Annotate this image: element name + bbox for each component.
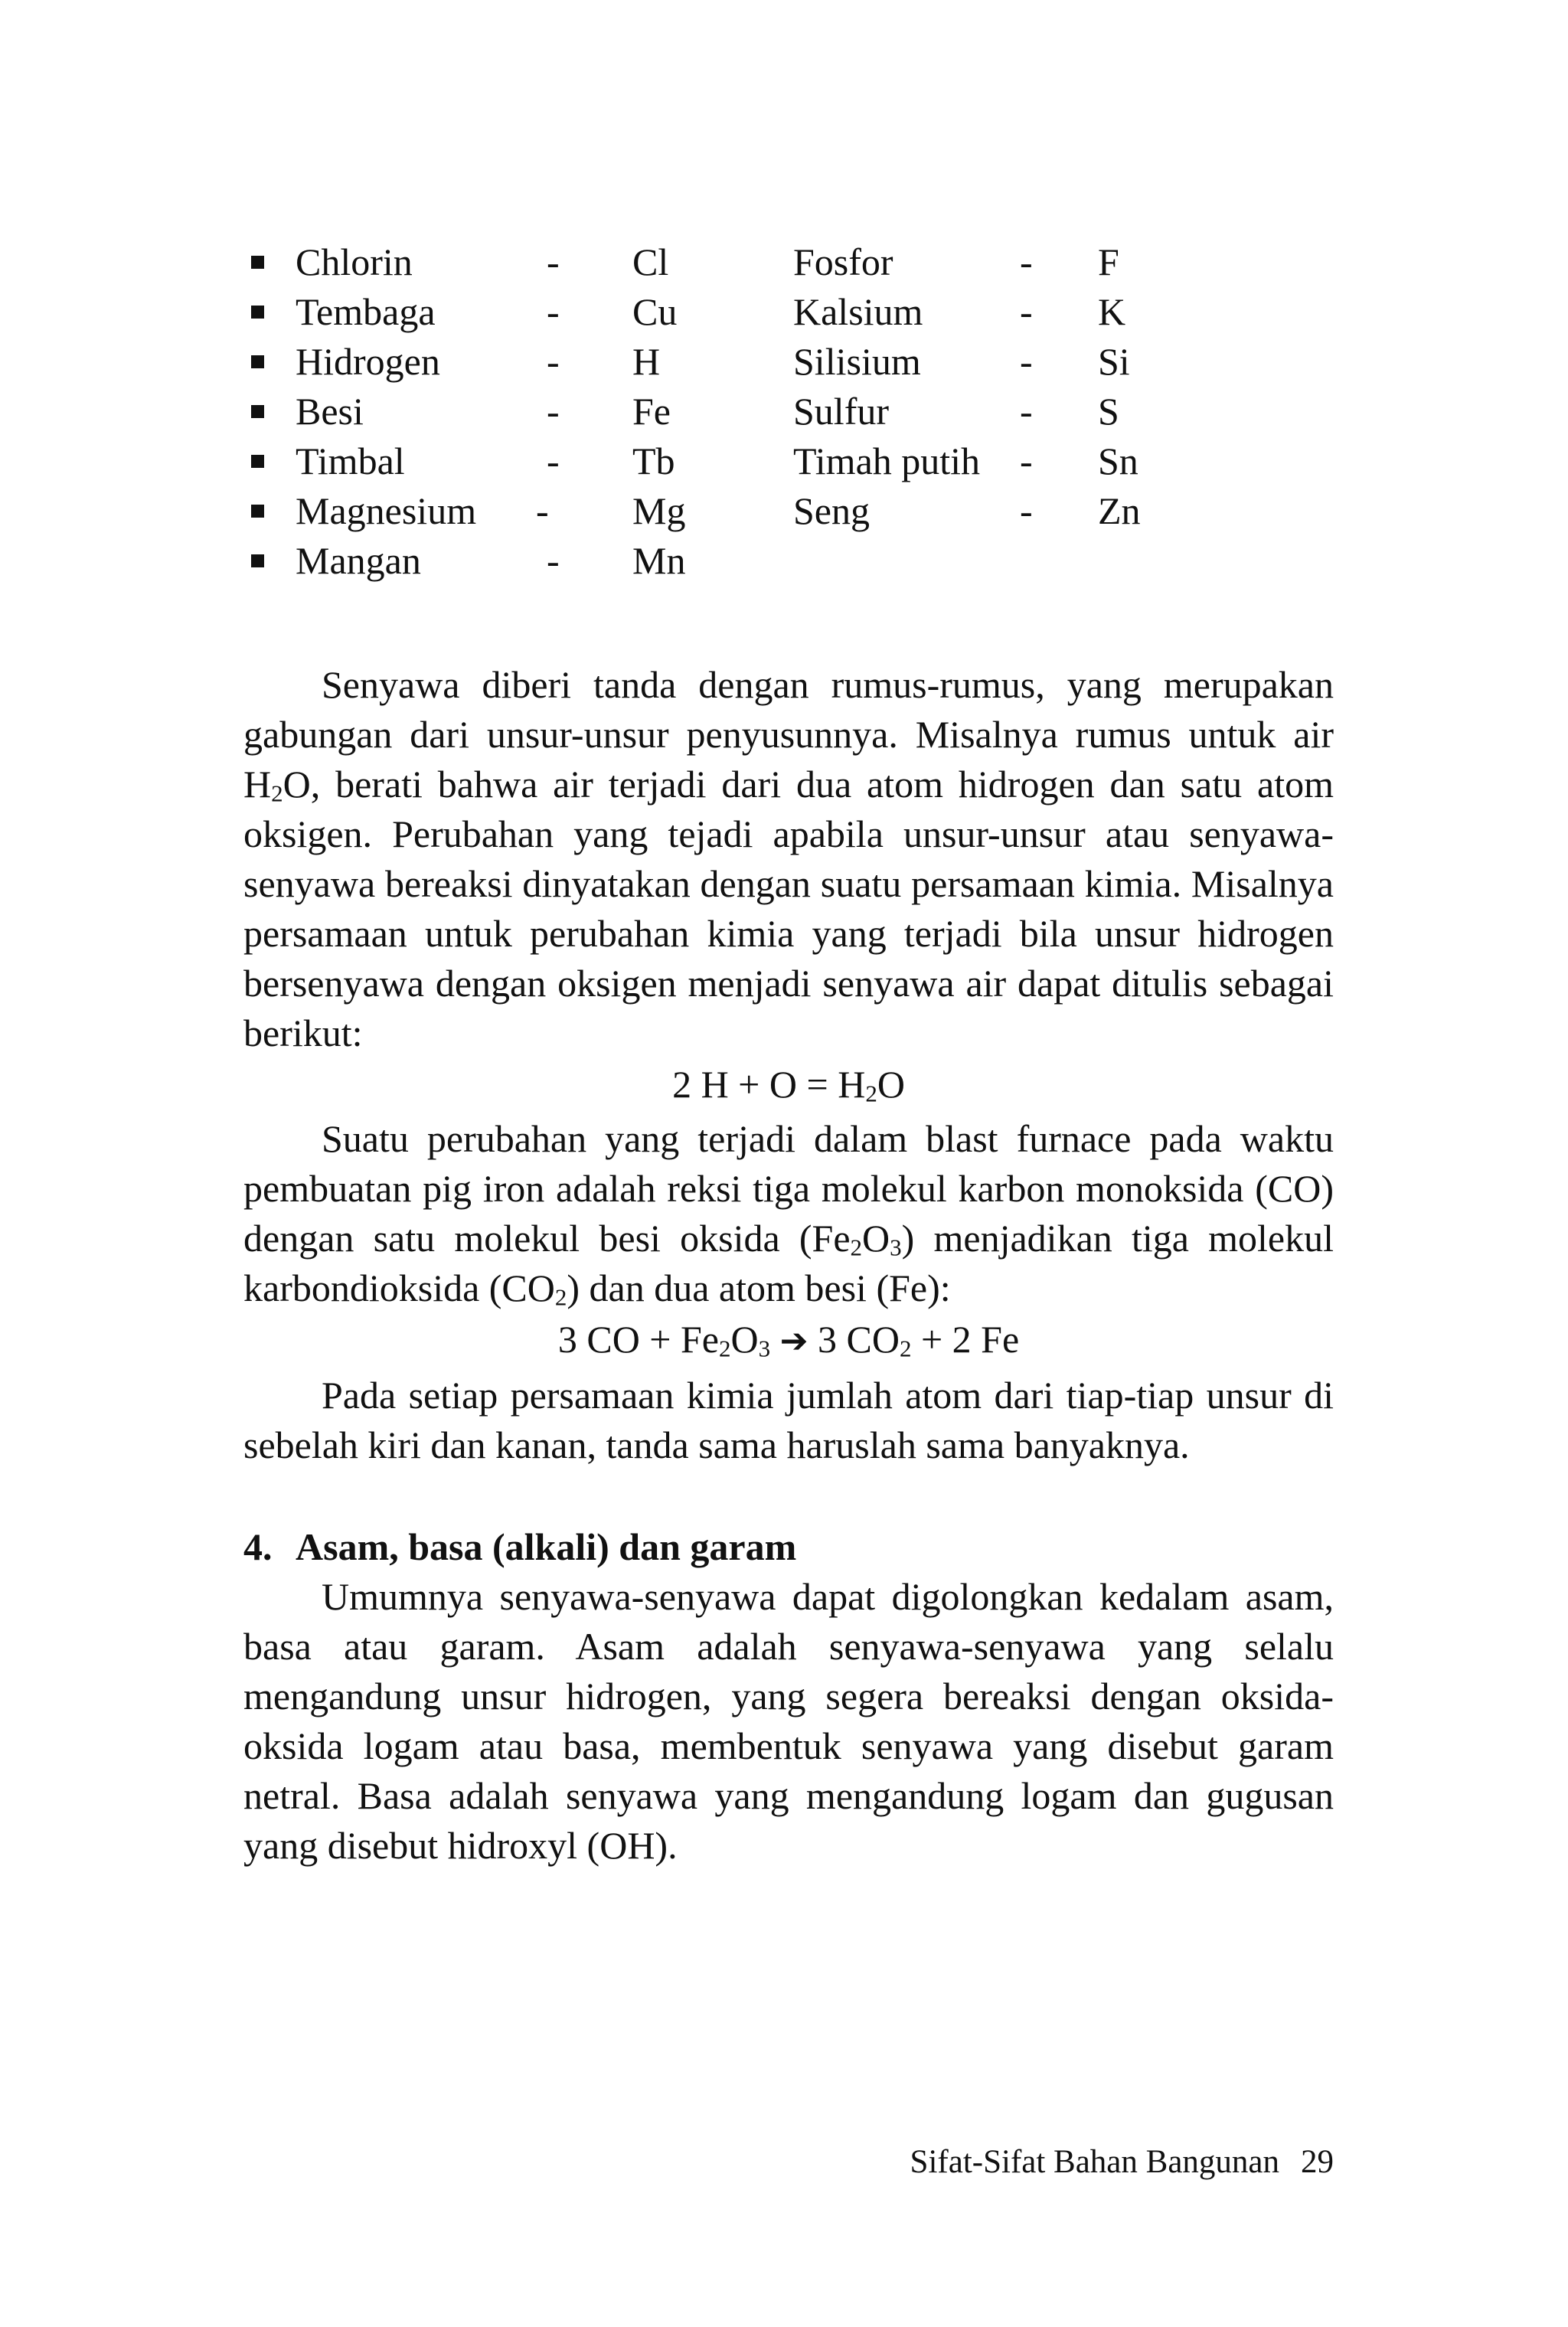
element-symbol: Si (1098, 340, 1130, 383)
element-symbol: Fe (632, 390, 671, 433)
element-row (243, 387, 1334, 436)
element-name: Fosfor (793, 240, 893, 283)
element-symbol: Cu (632, 290, 678, 333)
subscript: 3 (890, 1234, 902, 1261)
equation-text: + 2 Fe (920, 1318, 1020, 1361)
dash: - (1020, 340, 1033, 383)
element-name: Mangan (296, 539, 421, 582)
dash: - (547, 240, 560, 283)
element-name: Seng (793, 489, 870, 532)
element-name: Tembaga (296, 290, 436, 333)
square-bullet-icon (251, 455, 264, 468)
section-number: 4. (243, 1525, 273, 1568)
equation-text: 3 CO + Fe (557, 1318, 719, 1361)
element-symbol: Sn (1098, 440, 1138, 482)
subscript: 2 (850, 1234, 863, 1261)
element-row (243, 486, 1334, 536)
paragraph-acids-bases: Umumnya senyawa-senyawa dapat digolongkan kedalam asam, basa atau garam. Asam adalah senyawa-senyawa yang selalu mengandung unsur hidrogen, yang segera bereaksi dengan oksida-oksida logam atau basa, membentuk senyawa yang disebut garam netral. Basa adalah senyawa yang mengandung logam dan gugusan yang disebut hidroxyl (OH). (243, 1575, 1334, 1867)
equation-water (243, 1060, 1334, 1110)
element-row (243, 436, 1334, 486)
element-symbol: K (1098, 290, 1126, 333)
equation-iron-oxide (243, 1315, 1334, 1366)
dash: - (1020, 440, 1033, 482)
equation-text: O (877, 1063, 905, 1106)
running-title: Sifat-Sifat Bahan Bangunan (910, 2144, 1279, 2180)
paragraph-balance: Pada setiap persamaan kimia jumlah atom dari tiap-tiap unsur di sebelah kiri dan kanan, tanda sama haruslah sama banyaknya. (243, 1374, 1334, 1466)
equation-text: 3 CO (817, 1318, 900, 1361)
element-symbol: H (632, 340, 661, 383)
element-row (243, 287, 1334, 337)
subscript: 2 (271, 779, 283, 807)
subscript: 2 (865, 1080, 877, 1107)
element-row (243, 237, 1334, 287)
element-symbol: Cl (632, 240, 669, 283)
element-row (243, 337, 1334, 387)
element-symbol: Zn (1098, 489, 1141, 532)
dash: - (536, 489, 549, 532)
dash: - (547, 390, 560, 433)
square-bullet-icon (251, 306, 264, 319)
equation-text: O (730, 1318, 759, 1361)
element-symbol: F (1098, 240, 1119, 283)
element-name: Kalsium (793, 290, 923, 333)
dash: - (547, 290, 560, 333)
text-run: ) dan dua atom besi (Fe): (567, 1266, 951, 1309)
arrow-right-icon: ➔ (779, 1322, 808, 1361)
element-name: Sulfur (793, 390, 889, 433)
square-bullet-icon (251, 256, 264, 269)
subscript: 3 (758, 1335, 771, 1362)
text-run: O, berati bahwa air terjadi dari dua atom hidrogen dan satu atom oksigen. Perubahan yang tejadi apabila unsur-unsur atau senyawa-senyawa bereaksi dinyatakan dengan suatu persamaan kimia. Misalnya persamaan untuk perubahan kimia yang terjadi bila unsur hidrogen bersenyawa dengan oksigen menjadi senyawa air dapat ditulis sebagai berikut: (243, 763, 1334, 1054)
element-symbol: S (1098, 390, 1119, 433)
dash: - (547, 440, 560, 482)
element-row (243, 536, 1334, 586)
square-bullet-icon (251, 505, 264, 518)
text-run: Senyawa diberi tanda dengan rumus-rumus, yang merupakan gabungan dari unsur-unsur penyusunnya. Misalnya rumus untuk air H (243, 663, 1334, 806)
page-number: 29 (1301, 2144, 1334, 2180)
dash: - (547, 539, 560, 582)
text-run: O (862, 1217, 890, 1260)
text-run: ) menjadikan tiga molekul karbondioksida (CO (243, 1217, 1334, 1309)
subscript: 2 (719, 1335, 731, 1362)
element-name: Magnesium (296, 489, 477, 532)
square-bullet-icon (251, 554, 264, 567)
element-name: Besi (296, 390, 364, 433)
element-name: Chlorin (296, 240, 413, 283)
element-symbol: Tb (632, 440, 675, 482)
text-run: Suatu perubahan yang terjadi dalam blast furnace pada waktu pembuatan pig iron adalah reksi tiga molekul karbon monoksida (CO) dengan satu molekul besi oksida (Fe (243, 1117, 1334, 1260)
element-name: Timbal (296, 440, 405, 482)
square-bullet-icon (251, 355, 264, 368)
dash: - (1020, 290, 1033, 333)
page-content (243, 237, 1334, 1871)
dash: - (1020, 390, 1033, 433)
paragraph-compounds (243, 660, 1334, 1058)
element-symbol: Mg (632, 489, 686, 532)
section-title: Asam, basa (alkali) dan garam (296, 1525, 797, 1568)
element-symbol-list (243, 237, 1334, 590)
subscript: 2 (899, 1335, 912, 1362)
equation-text: 2 H + O = H (672, 1063, 866, 1106)
element-name: Timah putih (793, 440, 981, 482)
dash: - (547, 340, 560, 383)
dash: - (1020, 489, 1033, 532)
dash: - (1020, 240, 1033, 283)
element-name: Hidrogen (296, 340, 440, 383)
element-name: Silisium (793, 340, 921, 383)
square-bullet-icon (251, 405, 264, 418)
page-footer (910, 2141, 1334, 2183)
subscript: 2 (554, 1283, 567, 1311)
element-symbol: Mn (632, 539, 686, 582)
section-heading (243, 1522, 1334, 1572)
paragraph-blast-furnace (243, 1114, 1334, 1313)
